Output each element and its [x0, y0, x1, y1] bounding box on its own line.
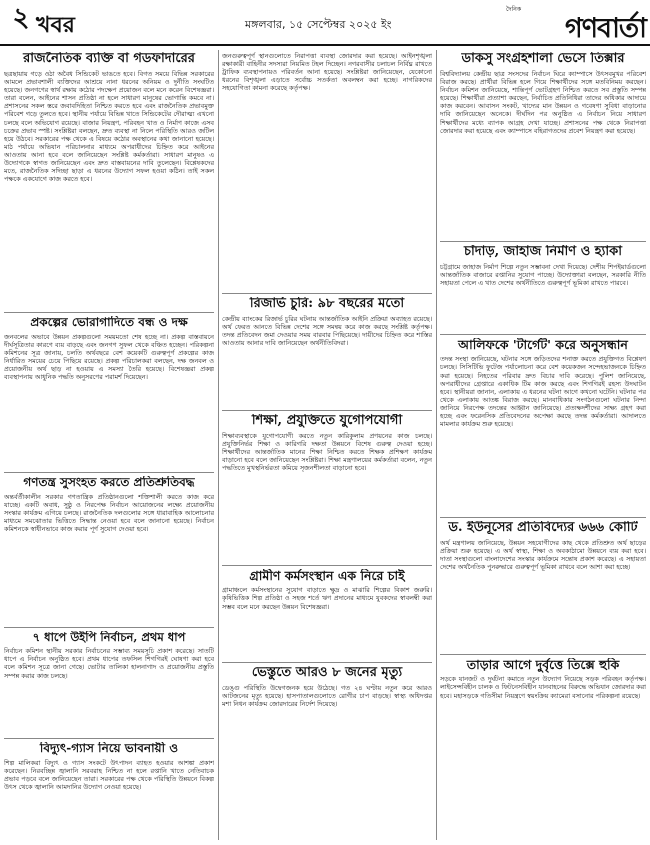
story-body: চট্টগ্রামে জাহাজ নির্মাণ শিল্পে নতুন সম্ভাবনা দেখা দিয়েছে। দেশীয় শিপইয়ার্ডগুলো আন্তর্জাতিক বাজারে রপ্তানির সুযোগ পাচ্ছে। উদ্যোক্তারা বলছেন, সরকারি নীতি সহায়তা পেলে এ খাত দেশের অর্থনীতিতে গুরুত্বপূর্ণ ভূমিকা রাখতে পারবে।: [440, 262, 646, 288]
story-body: তদন্ত সংস্থা জানিয়েছে, ঘটনার সঙ্গে জড়িতদের শনাক্ত করতে প্রযুক্তিগত বিশ্লেষণ চলছে। সিসিটিভি ফুটেজ পর্যালোচনা করে বেশ কয়েকজন সন্দেহভাজনকে চিহ্নিত করা হয়েছে। নিহতের পরিবার দ্রুত বিচার দাবি করেছে। পুলিশ জানিয়েছে, অপরাধীদের গ্রেপ্তারে একাধিক টিম কাজ করছে এবং শিগগিরই রহস্য উদঘাটন হবে। স্থানীয়রা জানান, এলাকায় এ ধরনের ঘটনা আগে কখনো ঘটেনি। ঘটনার পর থেকে এলাকায় আতঙ্ক বিরাজ করছে। মানবাধিকার সংগঠনগুলো ঘটনার নিন্দা জানিয়ে নিরপেক্ষ তদন্তের আহ্বান জানিয়েছে। প্রত্যক্ষদর্শীদের সাক্ষ্য গ্রহণ করা হচ্ছে এবং ফরেনসিক প্রতিবেদনের অপেক্ষা করছে তদন্ত কর্মকর্তারা। আদালতে মামলার কার্যক্রম শুরু হয়েছে।: [440, 355, 646, 429]
story: [222, 666, 432, 840]
story-body: অর্থ মন্ত্রণালয় জানিয়েছে, উন্নয়ন সহযোগীদের কাছ থেকে প্রতিশ্রুত অর্থ ছাড়ের প্রক্রিয়া শুরু হয়েছে। এ অর্থ স্বাস্থ্য, শিক্ষা ও অবকাঠামো উন্নয়নে ব্যয় করা হবে। দাতা সংস্থাগুলো বাংলাদেশের সংস্কার কার্যক্রমে সন্তোষ প্রকাশ করেছে। এ সহায়তা দেশের অর্থনৈতিক পুনরুদ্ধারে গুরুত্বপূর্ণ ভূমিকা রাখবে বলে আশা করা হচ্ছে।: [440, 538, 646, 572]
column-rule: [436, 50, 437, 840]
story: [4, 742, 214, 840]
masthead: [0, 0, 650, 46]
story-divider: [222, 662, 432, 663]
story-divider: [440, 654, 646, 655]
logo-name: গণবার্তা: [565, 13, 646, 44]
story-headline: ড. ইউনূসের প্রতিবিদ্যের ৬৬৬ কোটি: [448, 521, 638, 535]
column-rule: [218, 50, 219, 840]
story-body: নির্বাচন কমিশন স্থানীয় সরকার নির্বাচনের সম্ভাব্য সময়সূচি প্রকাশ করেছে। সাতটি ধাপে এ নির্বাচন অনুষ্ঠিত হবে। প্রথম ধাপের তফসিল শিগগিরই ঘোষণা করা হবে বলে কমিশন সূত্রে জানা গেছে। ভোটার তালিকা হালনাগাদ ও প্রয়োজনীয় প্রস্তুতি সম্পন্ন করার কাজ চলছে।: [4, 647, 214, 680]
logo-tagline: দৈনিক: [506, 6, 522, 13]
story-body: সড়কে যানজট ও দুর্ঘটনা কমাতে নতুন উদ্যোগ নিয়েছে সড়ক পরিবহন কর্তৃপক্ষ। লাইসেন্সবিহীন চালক ও ফিটনেসবিহীন যানবাহনের বিরুদ্ধে অভিযান জোরদার করা হবে। মহাসড়কে গতিসীমা নিয়ন্ত্রণে স্বয়ংক্রিয় ক্যামেরা বসানোর পরিকল্পনা রয়েছে।: [440, 675, 646, 700]
section-name: খবর: [36, 12, 75, 38]
newspaper-logo: [506, 4, 646, 42]
story: [4, 476, 214, 624]
story-body: অন্তর্বর্তীকালীন সরকার গণতান্ত্রিক প্রতিষ্ঠানগুলো শক্তিশালী করতে কাজ করে যাচ্ছে। একটি অবাধ, সুষ্ঠু ও নিরপেক্ষ নির্বাচন আয়োজনের লক্ষ্যে প্রয়োজনীয় সংস্কার কার্যক্রম এগিয়ে চলছে। রাজনৈতিক দলগুলোর সঙ্গে ধারাবাহিক আলোচনার মাধ্যমে সমঝোতার ভিত্তিতে সিদ্ধান্ত নেওয়া হবে বলে জানানো হয়েছে। নির্বাচন কমিশনকে স্বাধীনভাবে কাজ করার পূর্ণ সুযোগ দেওয়া হবে।: [4, 492, 214, 534]
story-headline: গ্রামীণ কর্মসংস্থান এক নিরে চাই: [249, 569, 405, 583]
story: [222, 569, 432, 659]
story: [222, 297, 432, 407]
story: [222, 52, 432, 290]
story-headline: আলিফকে 'টার্গেট' করে অনুসন্ধান: [458, 338, 628, 352]
page-number: ২: [12, 3, 30, 33]
story-body: কেন্দ্রীয় ব্যাংকের রিজার্ভ চুরির ঘটনায় আন্তর্জাতিক আইনি প্রক্রিয়া অব্যাহত রয়েছে। অর্থ ফেরত আনতে বিভিন্ন দেশের সঙ্গে সমন্বয় করে কাজ করছে সংশ্লিষ্ট কর্তৃপক্ষ। তদন্ত প্রতিবেদন জমা দেওয়ার সময় বারবার পিছিয়েছে। দায়ীদের চিহ্নিত করে শাস্তির আওতায় আনার দাবি জানিয়েছেন অর্থনীতিবিদরা।: [222, 314, 432, 348]
story: [222, 414, 432, 562]
story: [4, 316, 214, 469]
story-body: গ্রামাঞ্চলে কর্মসংস্থানের সুযোগ বাড়াতে ক্ষুদ্র ও মাঝারি শিল্পের বিকাশ জরুরি। কৃষিভিত্তিক শিল্প প্রতিষ্ঠা ও সহজ শর্তে ঋণ প্রদানের মাধ্যমে যুবকদের স্বাবলম্বী করা সম্ভব বলে মনে করছেন উন্নয়ন বিশেষজ্ঞরা।: [222, 586, 432, 611]
story: [440, 521, 646, 651]
story-divider: [4, 627, 214, 628]
story-body: ডেঙ্গু পরিস্থিতি উদ্বেগজনক হয়ে উঠেছে। গত ২৪ ঘণ্টায় নতুন করে আরও আটজনের মৃত্যু হয়েছে। হাসপাতালগুলোতে রোগীর চাপ বাড়ছে। স্বাস্থ্য অধিদপ্তর মশা নিধন কার্যক্রম জোরদারের নির্দেশ দিয়েছে।: [222, 683, 432, 709]
story: [4, 631, 214, 735]
story-body: ছত্রছায়ায় গড়ে ওঠা অবৈধ সিন্ডিকেট ভাঙতে হবে। বিগত সময়ে বিভিন্ন সরকারের আমলে প্রভাবশালী ব্যক্তিদের আশ্রয়ে নানা ধরনের অনিয়ম ও দুর্নীতি সংঘটিত হয়েছে। জনগণের স্বার্থ রক্ষায় কঠোর পদক্ষেপ প্রয়োজন বলে মনে করেন বিশেষজ্ঞরা। তারা বলেন, আইনের শাসন প্রতিষ্ঠা না হলে সাধারণ মানুষের ভোগান্তি কমবে না। প্রশাসনের সকল স্তরে জবাবদিহিতা নিশ্চিত করতে হবে এবং রাজনৈতিক প্রভাবমুক্ত পরিবেশ গড়ে তুলতে হবে। স্থানীয় পর্যায়ে বিভিন্ন খাতে সিন্ডিকেটের দৌরাত্ম্য এখনো চলছে বলে অভিযোগ রয়েছে। বাজার নিয়ন্ত্রণ, পরিবহন খাত ও নির্মাণ কাজে এসব চক্রের প্রভাব স্পষ্ট। সংশ্লিষ্টরা বলছেন, দ্রুত ব্যবস্থা না নিলে পরিস্থিতি আরও জটিল হয়ে উঠবে। সরকারের পক্ষ থেকে এ বিষয়ে কঠোর অবস্থানের কথা জানানো হয়েছে। মাঠ পর্যায়ে অভিযান পরিচালনার মাধ্যমে অপরাধীদের চিহ্নিত করে আইনের আওতায় আনা হবে বলে জানিয়েছেন সংশ্লিষ্ট কর্মকর্তারা। সাধারণ মানুষও এ উদ্যোগকে স্বাগত জানিয়েছেন এবং দ্রুত বাস্তবায়নের দাবি তুলেছেন। বিশ্লেষকদের মতে, রাজনৈতিক সদিচ্ছা ছাড়া এ ধরনের উদ্যোগ সফল হওয়া কঠিন। তাই সকল পক্ষকে একযোগে কাজ করতে হবে।: [4, 69, 214, 184]
story-divider: [4, 472, 214, 473]
story-headline: ৭ ধাপে উইপি নির্বাচন, প্রথম ধাপ: [32, 631, 186, 644]
story: [440, 658, 646, 840]
story-divider: [440, 334, 646, 335]
story-headline: ডাকসু সংগ্রহশালা ভেসে তিক্সার: [461, 52, 625, 66]
story-body: জনগুরুত্বপূর্ণ স্থানগুলোতে নিরাপত্তা ব্যবস্থা জোরদার করা হয়েছে। আইনশৃঙ্খলা রক্ষাকারী বাহিনীর সদস্যরা নিয়মিত টহল দিচ্ছেন। নগরবাসীর চলাচল নির্বিঘ্ন রাখতে ট্রাফিক ব্যবস্থাপনায়ও পরিবর্তন আনা হয়েছে। সংশ্লিষ্টরা জানিয়েছেন, যেকোনো ধরনের বিশৃঙ্খলা এড়াতে সর্বোচ্চ সতর্কতা অবলম্বন করা হচ্ছে। নাগরিকদের সহযোগিতা কামনা করেছে কর্তৃপক্ষ।: [222, 52, 432, 93]
story-headline: গণতন্ত্র সুসংহত করতে প্রতিশ্রুতিবদ্ধ: [23, 476, 195, 489]
story-divider: [4, 312, 214, 313]
story: [440, 245, 646, 331]
story-divider: [440, 517, 646, 518]
story-headline: তাড়ার আগে দুর্বৃত্তে তিক্সে হুকি: [466, 658, 620, 672]
story-headline: চাঁদাড়, জাহাজ নির্মাণ ও হ্যাকা: [463, 245, 623, 259]
story: [4, 52, 214, 309]
story-headline: শিক্ষা, প্রযুক্তিতে যুগোপযোগী: [251, 414, 403, 428]
story-body: বিশ্ববিদ্যালয় কেন্দ্রীয় ছাত্র সংসদের নির্বাচন ঘিরে ক্যাম্পাসে উৎসবমুখর পরিবেশ বিরাজ করছে। প্রার্থীরা বিভিন্ন হলে গিয়ে শিক্ষার্থীদের সঙ্গে মতবিনিময় করছেন। নির্বাচন কমিশন জানিয়েছে, শান্তিপূর্ণ ভোটগ্রহণ নিশ্চিত করতে সব প্রস্তুতি সম্পন্ন হয়েছে। শিক্ষার্থীরা প্রত্যাশা করছেন, নির্বাচিত প্রতিনিধিরা তাদের অধিকার আদায়ে কাজ করবেন। আবাসন সংকট, খাদ্যের মান উন্নয়ন ও গবেষণা সুবিধা বাড়ানোর দাবি জানিয়েছেন অনেকে। দীর্ঘদিন পর অনুষ্ঠিত এ নির্বাচন নিয়ে সাধারণ শিক্ষার্থীদের মধ্যে ব্যাপক আগ্রহ দেখা যাচ্ছে। প্রশাসনের পক্ষ থেকে নিরাপত্তা জোরদার করা হয়েছে এবং ক্যাম্পাসে বহিরাগতদের প্রবেশ নিয়ন্ত্রণ করা হয়েছে।: [440, 69, 646, 135]
story-divider: [4, 738, 214, 739]
story-headline: ভেস্তুতে আরও ৮ জনের মৃত্যু: [251, 666, 403, 680]
story-divider: [222, 565, 432, 566]
story-divider: [222, 410, 432, 411]
story-body: শিল্প মালিকরা বিদ্যুৎ ও গ্যাস সংকটে উৎপাদন ব্যাহত হওয়ার আশঙ্কা প্রকাশ করেছেন। নিরবচ্ছিন্ন জ্বালানি সরবরাহ নিশ্চিত না হলে রপ্তানি খাতে নেতিবাচক প্রভাব পড়বে বলে জানিয়েছেন তারা। সরকারের পক্ষ থেকে পরিস্থিতি উন্নয়নে বিকল্প উৎস থেকে জ্বালানি আমদানির উদ্যোগ নেওয়া হয়েছে।: [4, 758, 214, 792]
story-divider: [440, 241, 646, 242]
date-line: মঙ্গলবার, ১৫ সেপ্টেম্বর ২০২৫ ইং: [245, 18, 392, 31]
story-body: শিক্ষাব্যবস্থাকে যুগোপযোগী করতে নতুন কারিকুলাম প্রণয়নের কাজ চলছে। প্রযুক্তিনির্ভর শিক্ষা ও কারিগরি দক্ষতা উন্নয়নে বিশেষ গুরুত্ব দেওয়া হচ্ছে। শিক্ষার্থীদের আন্তর্জাতিক মানের শিক্ষা নিশ্চিত করতে শিক্ষক প্রশিক্ষণ কার্যক্রম বাড়ানো হবে বলে জানিয়েছেন সংশ্লিষ্টরা। শিক্ষা মন্ত্রণালয়ের কর্মকর্তারা বলেন, নতুন পদ্ধতিতে মুখস্থনির্ভরতা কমিয়ে সৃজনশীলতা বাড়ানো হবে।: [222, 431, 432, 473]
story-headline: রাজনৈতিক ব্যক্তি বা গডফাদারের: [23, 52, 195, 66]
story-headline: রিজার্ভ চুরি: ৯৮ বছরের মতো: [249, 297, 405, 311]
story-headline: বিদ্যুৎ-গ্যাস নিয়ে ভাবনায়ী ও: [39, 742, 179, 755]
story: [440, 52, 646, 238]
story-body: জনবলের অভাবে উন্নয়ন প্রকল্পগুলো সময়মতো শেষ হচ্ছে না। প্রকল্প বাস্তবায়নে দীর্ঘসূত্রিতার কারণে ব্যয় বাড়ছে এবং জনগণ সুফল থেকে বঞ্চিত হচ্ছেন। পরিকল্পনা কমিশনের সূত্র জানায়, চলতি অর্থবছরে বেশ কয়েকটি গুরুত্বপূর্ণ প্রকল্পের কাজ নির্ধারিত সময়ের চেয়ে পিছিয়ে রয়েছে। প্রকল্প পরিচালকরা বলছেন, দক্ষ জনবল ও প্রয়োজনীয় অর্থ ছাড় না হওয়ায় এ সমস্যা তৈরি হয়েছে। বিশেষজ্ঞরা প্রকল্প ব্যবস্থাপনায় আধুনিক পদ্ধতি অনুসরণের পরামর্শ দিয়েছেন।: [4, 332, 214, 382]
story: [440, 338, 646, 514]
story-headline: প্রকল্পের ভোরাগাদিতে বন্ধ ও দক্ষ: [30, 316, 188, 329]
story-divider: [222, 293, 432, 294]
